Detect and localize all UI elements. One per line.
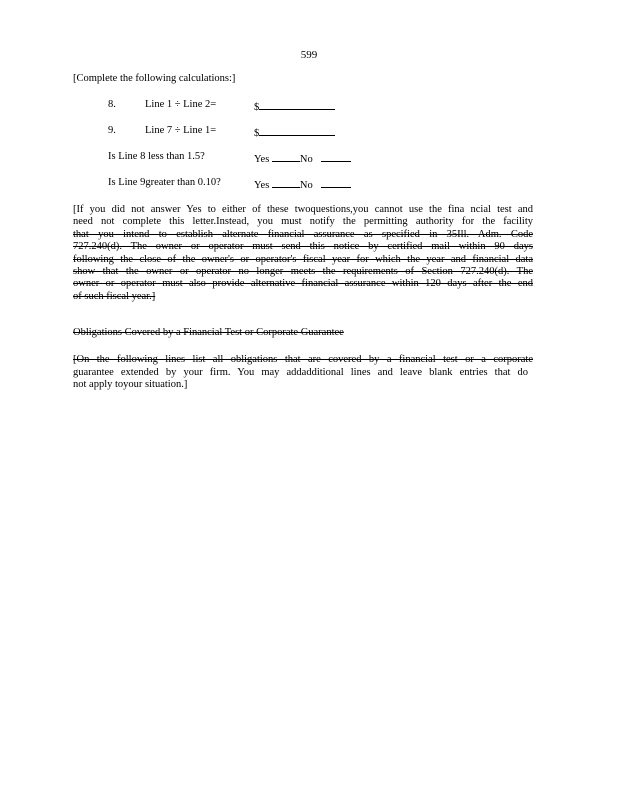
paragraph-line-struck: 727.240(d). The owner or operator must send this notice by certified mail within 90 days bbox=[73, 241, 533, 252]
paragraph-line: guarantee extended by your firm. You may addadditional lines and leave blank entries that do bbox=[73, 367, 528, 378]
dollar-sign: $ bbox=[254, 128, 260, 139]
amount-blank bbox=[259, 125, 335, 136]
no-blank bbox=[321, 177, 351, 188]
paragraph-line-struck: that you intend to establish alternate financial assurance as specified in 35Ill. Adm. Code bbox=[73, 229, 533, 240]
paragraph-line-struck: owner or operator must also provide alternative financial assurance within 120 days after the end bbox=[73, 278, 533, 289]
paragraph-line: [If you did not answer Yes to either of these twoquestions,you cannot use the fina ncial test and bbox=[73, 204, 533, 215]
obligations-heading: Obligations Covered by a Financial Test or Corporate Guarantee bbox=[73, 327, 344, 338]
no-blank bbox=[321, 151, 351, 162]
paragraph-line: need not complete this letter.Instead, you must notify the permitting authority for the facility bbox=[73, 216, 533, 227]
intro-instruction: [Complete the following calculations:] bbox=[73, 73, 236, 84]
no-label: No bbox=[299, 154, 313, 165]
paragraph-line-struck: show that the owner or operator no longer meets the requirements of Section 727.240(d). The bbox=[73, 266, 533, 277]
paragraph-line-struck: of such fiscal year.] bbox=[73, 291, 156, 302]
question-answer bbox=[254, 177, 351, 192]
amount-blank bbox=[259, 99, 335, 110]
paragraph-line: not apply toyour situation.] bbox=[73, 379, 188, 390]
page-number: 599 bbox=[300, 49, 318, 61]
calc-row-number: 8. bbox=[108, 99, 116, 110]
calc-row-number: 9. bbox=[108, 125, 116, 136]
dollar-sign: $ bbox=[254, 102, 260, 113]
yes-blank bbox=[272, 151, 300, 162]
calc-row-expression: Line 7 ÷ Line 1= bbox=[145, 125, 217, 136]
yes-blank bbox=[272, 177, 300, 188]
question-text: Is Line 9greater than 0.10? bbox=[108, 177, 221, 188]
no-label: No bbox=[299, 180, 313, 191]
paragraph-line-struck: following the close of the owner's or operator's fiscal year for which the year and financial data bbox=[73, 254, 533, 265]
calc-row-expression: Line 1 ÷ Line 2= bbox=[145, 99, 217, 110]
yes-label: Yes bbox=[254, 180, 270, 191]
calc-row-amount bbox=[254, 99, 335, 114]
calc-row-amount bbox=[254, 125, 335, 140]
yes-label: Yes bbox=[254, 154, 270, 165]
question-text: Is Line 8 less than 1.5? bbox=[108, 151, 205, 162]
paragraph-line-struck: [On the following lines list all obligations that are covered by a financial test or a corporate bbox=[73, 354, 533, 365]
question-answer bbox=[254, 151, 351, 166]
